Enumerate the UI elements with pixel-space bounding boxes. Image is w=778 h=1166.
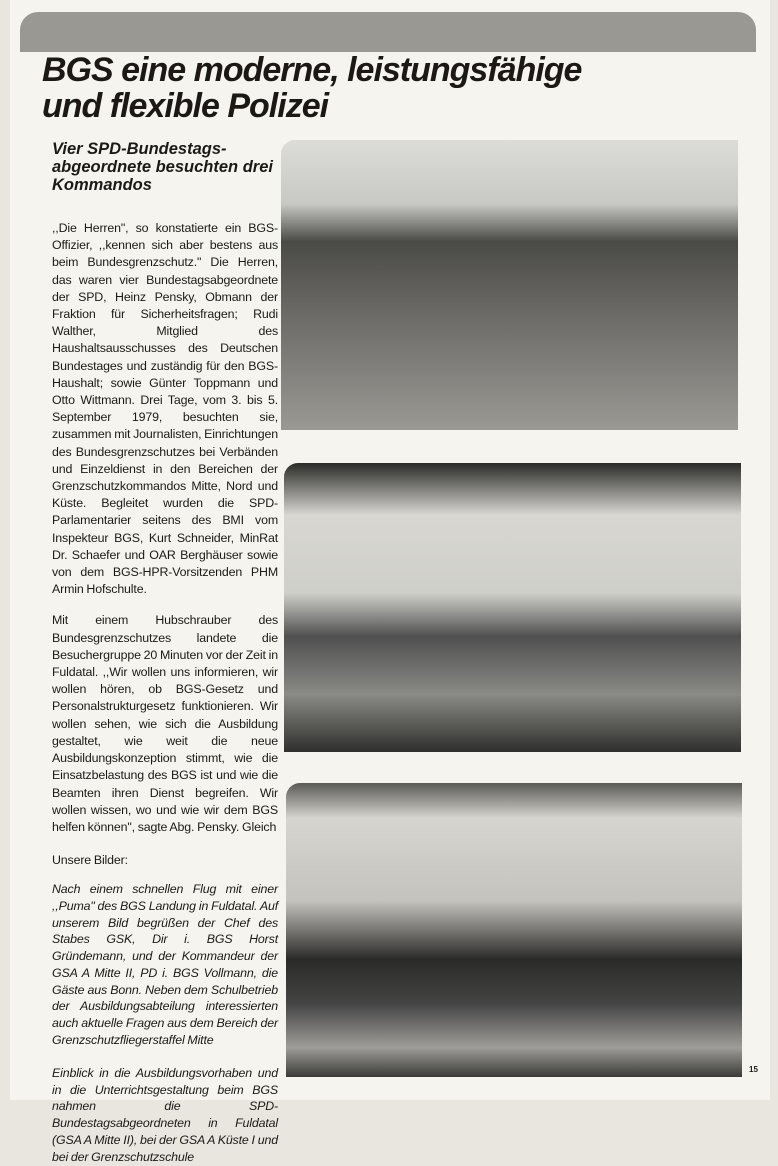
captions-heading: Unsere Bilder: [52, 853, 128, 868]
text-column [52, 140, 278, 1164]
title-line-1: BGS eine moderne, leistungsfähige [42, 51, 582, 89]
photo-classroom-2 [286, 783, 742, 1077]
body-paragraph-2: Mit einem Hubschrauber des Bundesgrenzschutzes landete die Besuchergruppe 20 Minuten vor der Zeit in Fuldatal. ,,Wir wollen uns informieren, wir wollen hören, ob BGS-Gesetz und Personalstrukturgesetz funktionieren. Wir wollen sehen, wie sich die Ausbildung gestaltet, wie weit die neue Ausbildungskonzeption stimmt, wie die Einsatzbelastung des BGS ist und wie die Beamten ihren Dienst begreifen. Wir wollen wissen, wo und wie wir dem BGS helfen können", sagte Abg. Pensky. Gleich [52, 613, 278, 834]
article-subtitle: Vier SPD-Bundestags-abgeordnete besuchten drei Kommandos [52, 140, 273, 194]
paragraph-gap [52, 598, 278, 612]
body-paragraph-1: ,,Die Herren", so konstatierte ein BGS-Offizier, ,,kennen sich aber bestens aus beim Bundesgrenzschutz." Die Herren, das waren vier Bundestagsabgeordnete der SPD, Heinz Pensky, Obmann der Fraktion für Sicherheitsfragen; Rudi Walther, Mitglied des Haushaltsausschusses des Deutschen Bundestages und zuständig für den BGS-Haushalt; sowie Günter Toppmann und Otto Wittmann. Drei Tage, vom 3. bis 5. September 1979, besuchten sie, zusammen mit Journalisten, Einrichtungen des Bundesgrenzschutzes bei Verbänden und Einzeldienst in den Bereichen der Grenzschutzkommandos Mitte, Nord und Küste. Begleitet wurden die SPD-Parlamentarier seitens des BMI vom Inspekteur BGS, Kurt Schneider, MinRat Dr. Schaefer und OAR Berghäuser sowie von dem BGS-HPR-Vorsitzenden PHM Armin Hofschulte. [52, 221, 278, 597]
title-line-2: und flexible Polizei [42, 87, 329, 125]
captions [52, 852, 278, 1166]
page-number: 15 [749, 1065, 758, 1074]
photo-helicopter-arrival [281, 140, 738, 430]
caption-2: Einblick in die Ausbildungsvorhaben und in die Unterrichtsgestaltung beim BGS nahmen die SPD-Bundestagsabgeordneten in Fuldatal (GSA A Mitte II), bei der GSA A Küste I und bei der Grenzschutzschule [52, 1065, 278, 1164]
article-title [42, 52, 581, 124]
header-band [20, 12, 756, 52]
column-spacer [52, 836, 278, 852]
photo-classroom-1 [284, 463, 741, 752]
caption-1: Nach einem schnellen Flug mit einer ,,Puma" des BGS Landung in Fuldatal. Auf unserem Bild begrüßen der Chef des Stabes GSK, Dir i. BGS Horst Gründemann, und der Kommandeur der GSA A Mitte II, PD i. BGS Vollmann, die Gäste aus Bonn. Neben dem Schulbetrieb der Ausbildungsabteilung interessierten auch aktuelle Fragen aus dem Bereich der Grenzschutzfliegerstaffel Mitte [52, 881, 278, 1048]
